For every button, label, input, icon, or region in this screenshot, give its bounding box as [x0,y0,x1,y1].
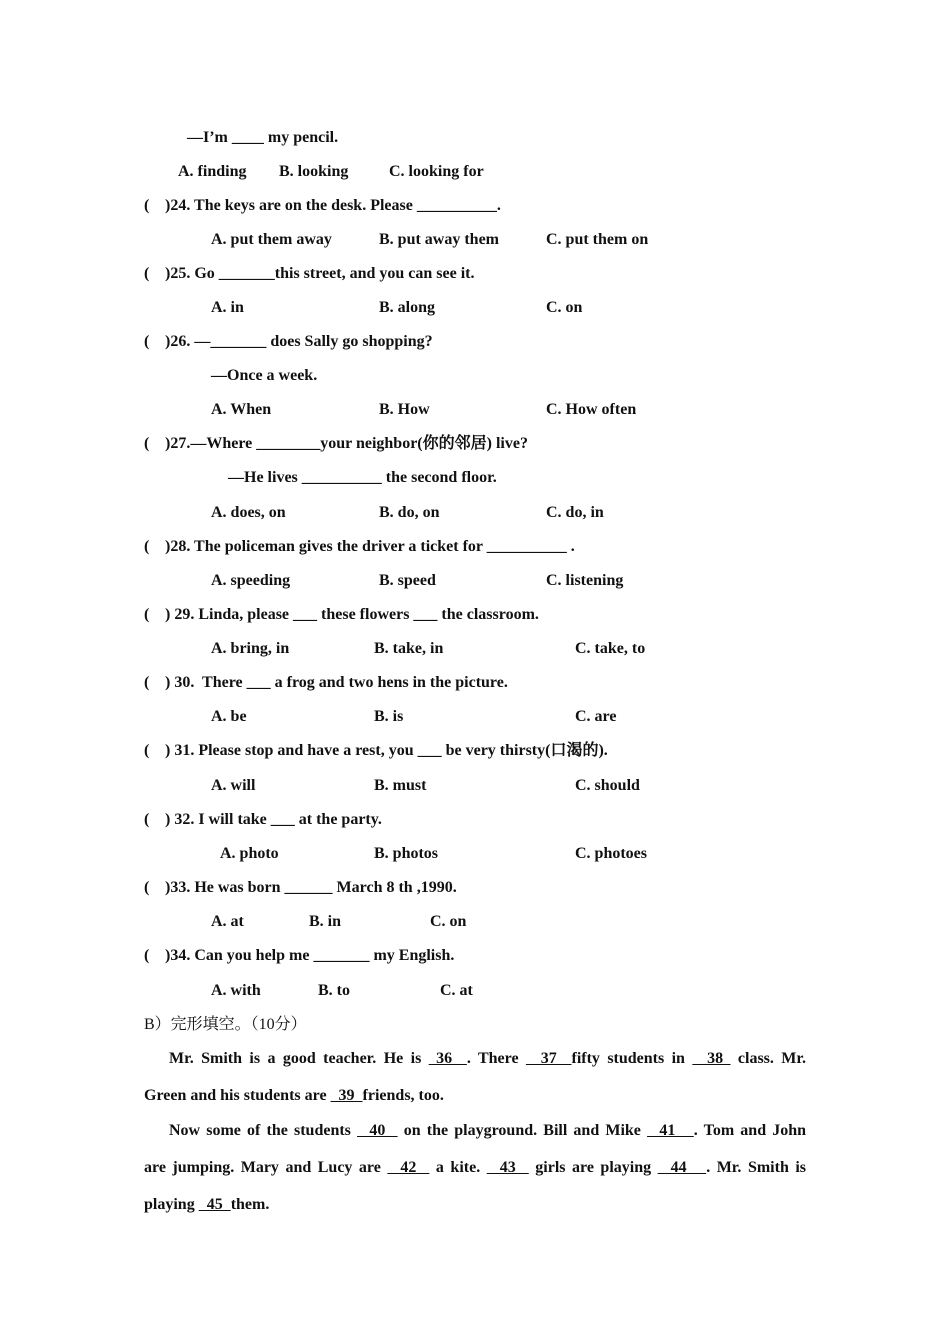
q34-option-a: A. with [211,982,261,999]
cloze-text: Green and his students are [144,1087,331,1104]
cloze-p2-line-1 [169,1122,806,1140]
cloze-p2-line-3 [144,1196,806,1214]
q25-stem: )25. Go _______this street, and you can see it. [165,265,475,282]
q27-option-b: B. do, on [379,504,440,521]
q26-option-c: C. How often [546,401,637,418]
q26-stem: )26. —_______ does Sally go shopping? [165,333,433,350]
blank-45: 45 [198,1196,231,1213]
q29-option-a: A. bring, in [211,640,290,657]
q31-option-c: C. should [575,777,640,794]
q27-answer-line: —He lives __________ the second floor. [228,469,497,486]
q33-option-a: A. at [211,913,244,930]
q32-option-a: A. photo [220,845,279,862]
cloze-text: Now some of the students [169,1122,358,1139]
q25-option-a: A. in [211,299,244,316]
q29-option-c: C. take, to [575,640,646,657]
blank-37: 37 [525,1050,572,1067]
q30-answer-paren: ( [144,674,150,691]
q27-option-a: A. does, on [211,504,286,521]
cloze-text: a kite. [429,1159,487,1176]
q24-option-b: B. put away them [379,231,500,248]
cloze-text: fifty students in [571,1050,693,1067]
blank-40: 40 [357,1122,398,1139]
cloze-text: . Mr. Smith is [706,1159,807,1176]
cloze-p1-line-2 [144,1087,806,1105]
q34-stem: )34. Can you help me _______ my English. [165,947,455,964]
q28-answer-paren: ( [144,538,150,555]
q24-answer-paren: ( [144,197,150,214]
q25-answer-paren: ( [144,265,150,282]
q29-option-b: B. take, in [374,640,444,657]
q23-option-c: C. looking for [389,163,484,180]
q28-option-c: C. listening [546,572,624,589]
q32-option-c: C. photoes [575,845,648,862]
q23-option-b: B. looking [279,163,349,180]
blank-36: 36 [428,1050,467,1067]
q32-answer-paren: ( [144,811,150,828]
q30-option-c: C. are [575,708,617,725]
cloze-text: . Tom and John [693,1122,807,1139]
cloze-p2-line-2 [144,1159,806,1177]
cloze-paragraph-1 [144,1050,806,1110]
q24-option-c: C. put them on [546,231,649,248]
q34-option-c: C. at [440,982,473,999]
q33-option-c: C. on [430,913,467,930]
cloze-text: playing [144,1196,199,1213]
q34-answer-paren: ( [144,947,150,964]
q32-stem: ) 32. I will take ___ at the party. [165,811,382,828]
blank-38: 38 [692,1050,731,1067]
section-b-heading: B）完形填空。（10分） [144,1016,307,1033]
cloze-text: Mr. Smith is a good teacher. He is [169,1050,429,1067]
cloze-text: on the playground. Bill and Mike [397,1122,648,1139]
blank-42: 42 [387,1159,430,1176]
q27-stem: )27.—Where ________your neighbor(你的邻居) live? [165,435,528,452]
q34-option-b: B. to [318,982,350,999]
q26-option-a: A. When [211,401,272,418]
q31-option-a: A. will [211,777,256,794]
q29-answer-paren: ( [144,606,150,623]
q24-stem: )24. The keys are on the desk. Please __________. [165,197,501,214]
q26-option-b: B. How [379,401,430,418]
cloze-p1-line-1 [169,1050,806,1068]
q31-option-b: B. must [374,777,427,794]
q33-answer-paren: ( [144,879,150,896]
q26-answer-line: —Once a week. [211,367,318,384]
cloze-text: . There [466,1050,526,1067]
blank-43: 43 [486,1159,529,1176]
q32-option-b: B. photos [374,845,439,862]
q25-option-b: B. along [379,299,436,316]
q26-answer-paren: ( [144,333,150,350]
q28-stem: )28. The policeman gives the driver a ticket for __________ . [165,538,575,555]
q29-stem: ) 29. Linda, please ___ these flowers ___ the classroom. [165,606,539,623]
q24-option-a: A. put them away [211,231,332,248]
q30-option-a: A. be [211,708,247,725]
cloze-text: girls are playing [528,1159,658,1176]
q27-option-c: C. do, in [546,504,604,521]
cloze-paragraph-2 [144,1122,806,1222]
blank-41: 41 [647,1122,694,1139]
blank-44: 44 [657,1159,707,1176]
q30-option-b: B. is [374,708,404,725]
cloze-text: are jumping. Mary and Lucy are [144,1159,388,1176]
q28-option-b: B. speed [379,572,436,589]
q31-stem: ) 31. Please stop and have a rest, you ___ be very thirsty(口渴的). [165,742,608,759]
q33-stem: )33. He was born ______ March 8 th ,1990. [165,879,457,896]
q30-stem: ) 30. There ___ a frog and two hens in the picture. [165,674,508,691]
q28-option-a: A. speeding [211,572,291,589]
q31-answer-paren: ( [144,742,150,759]
blank-39: 39 [330,1087,363,1104]
q23-option-a: A. finding [178,163,247,180]
cloze-text: class. Mr. [730,1050,807,1067]
cloze-text: friends, too. [362,1087,444,1104]
cloze-text: them. [230,1196,270,1213]
q23-answer-line: —I’m ____ my pencil. [187,129,339,146]
q33-option-b: B. in [309,913,342,930]
q25-option-c: C. on [546,299,583,316]
q27-answer-paren: ( [144,435,150,452]
